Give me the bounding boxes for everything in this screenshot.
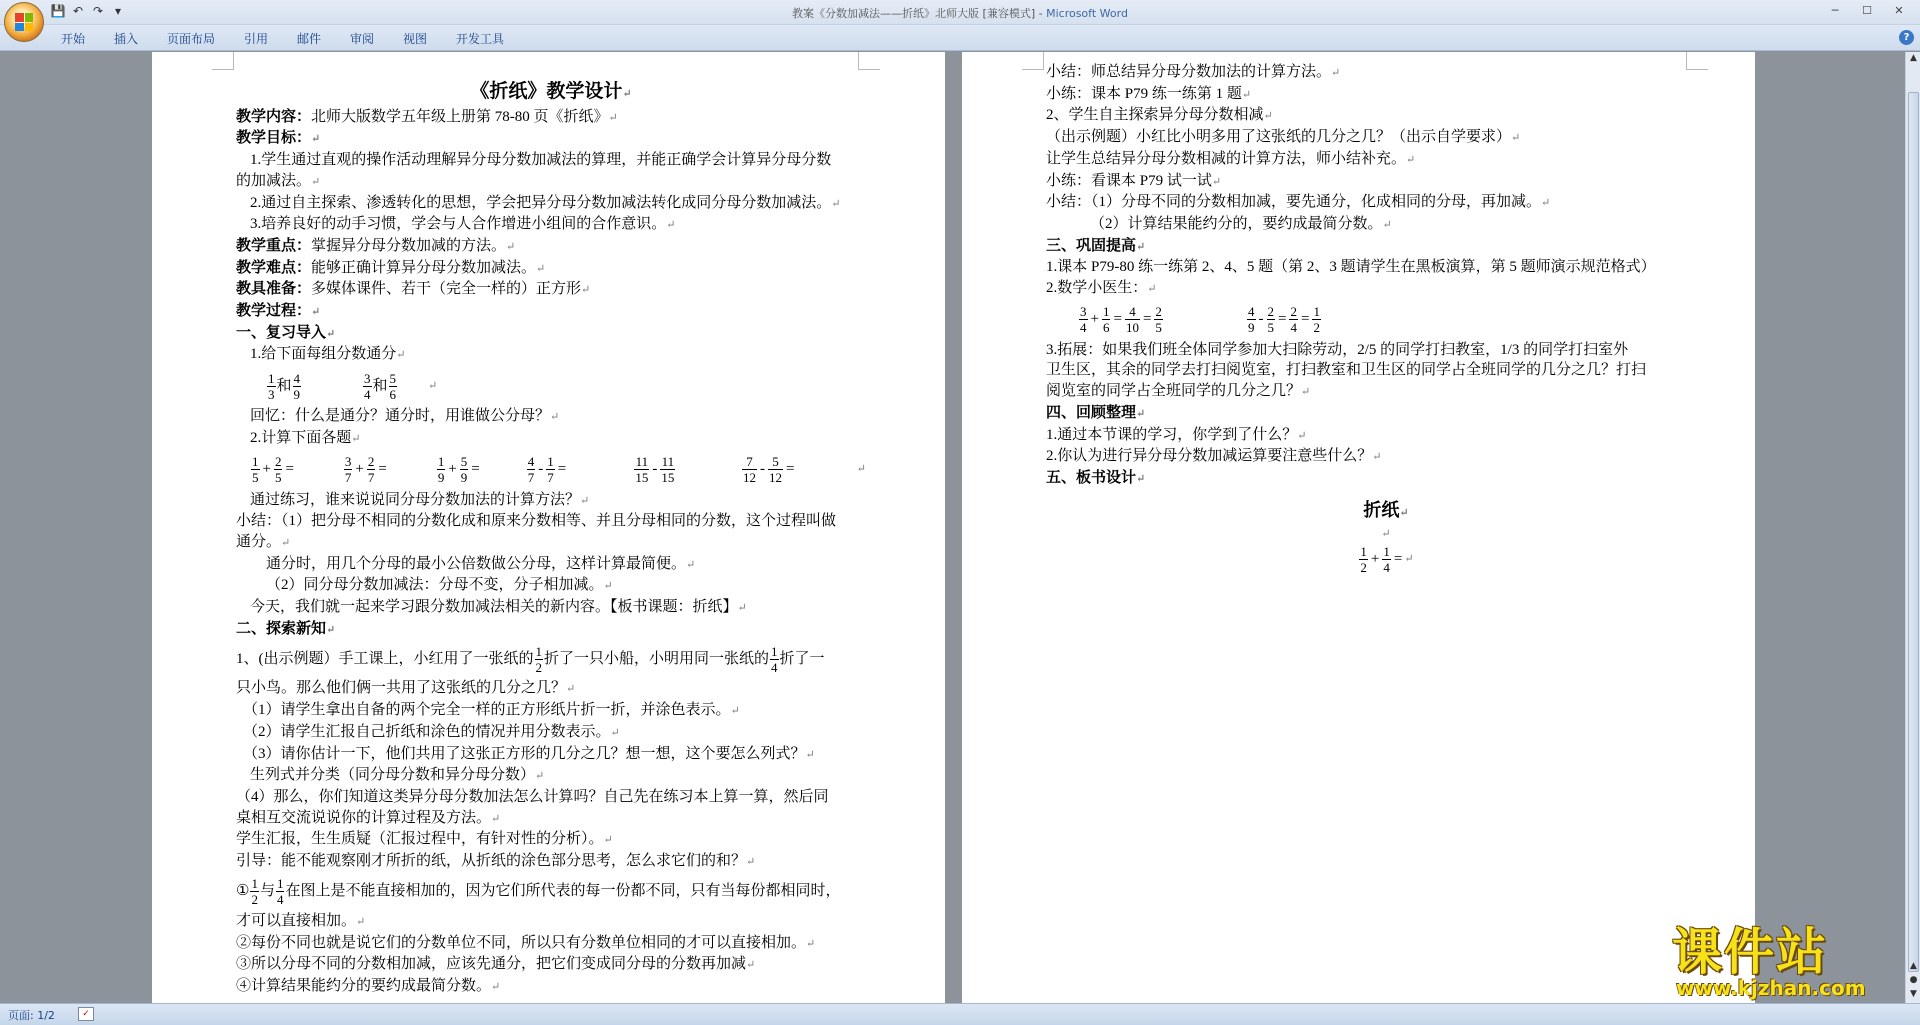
calc-item: 4 7 - $\frac{1}{7}$ = — [527, 454, 567, 486]
conclusion-4: ④计算结果能约分的要约成最简分数。↵ — [236, 977, 501, 994]
title-bar — [0, 0, 1920, 25]
calc-item: 11 15 - 11 15 — [635, 454, 675, 486]
watermark-logo-text: 课件站 — [1672, 923, 1828, 981]
summary-line-3: （2）同分母分数加减法：分母不变，分子相加减。↵ — [266, 577, 613, 594]
doctor-equation: 3 4 + $\frac{1}{6}$ = $\frac{4}{10}$ = $\frac{2}{5}$ — [1080, 304, 1162, 336]
line: 卫生区，其余的同学去打扫阅览室，打扫教室和卫生区的同学占全班同学的几分之几？打扫 — [1046, 362, 1647, 379]
step-4-cont: 桌相互交流说说你的计算过程及方法。↵ — [236, 809, 501, 826]
and-word: 和 — [372, 377, 388, 394]
and-word: 和 — [276, 377, 292, 394]
conclusion-1: ① 1 2 与 1 4 在图上是不能直接相加的，因为它们所代表的每一份都不同，只有当每份都相同时， — [236, 876, 841, 908]
report-line: 学生汇报，生生质疑（汇报过程中，有针对性的分析）。↵ — [236, 831, 613, 848]
conclusion-2: ②每份不同也就是说它们的分数单位不同，所以只有分数单位相同的才可以直接相加。↵ — [236, 934, 816, 951]
line: 小结：（1）分母不同的分数相加减，要先通分，化成相同的分母，再加减。↵ — [1046, 194, 1551, 211]
next-page-icon[interactable]: ▼ — [1910, 989, 1917, 999]
line: 小练：看课本 P79 试一试↵ — [1046, 172, 1222, 189]
line: （出示例题）小红比小明多用了这张纸的几分之几？（出示自学要求）↵ — [1046, 129, 1521, 146]
step-1: （1）请学生拿出自备的两个完全一样的正方形纸片折一折，并涂色表示。↵ — [243, 702, 740, 719]
calc-item: 7 12 - $\frac{5}{12}$ = — [742, 454, 795, 486]
undo-icon[interactable]: ↶ — [72, 4, 84, 18]
board-equation: 1 2 + $\frac{1}{4}$ = ↵ — [1360, 543, 1414, 575]
step-2: （2）请学生汇报自己折纸和涂色的情况并用分数表示。↵ — [243, 723, 620, 740]
calc-item: 3 7 + $\frac{2}{7}$ = — [344, 454, 387, 486]
conclusion-3: ③所以分母不同的分数相加减，应该先通分，把它们变成同分母的分数再加减↵ — [236, 956, 756, 973]
tab-mailings[interactable]: 邮件 — [297, 32, 322, 46]
summary-line: 小结：（1）把分母不相同的分数化成和原来分数相等、并且分母相同的分数，这个过程叫做 — [236, 513, 837, 530]
goal-3: 3.培养良好的动手习惯，学会与人合作增进小组间的合作意识。↵ — [250, 216, 676, 233]
line: 让学生总结异分母分数相减的计算方法，师小结补充。↵ — [1046, 150, 1416, 167]
tab-references[interactable]: 引用 — [244, 32, 269, 46]
preparation: 教具准备：多媒体课件、若干（完全一样的）正方形↵ — [236, 281, 591, 298]
window-controls — [1820, 2, 1914, 20]
office-logo-icon — [15, 13, 33, 31]
question-1: 1.给下面每组分数通分↵ — [250, 346, 406, 363]
status-bar — [0, 1003, 1920, 1025]
section-2-heading: 二、探索新知↵ — [236, 620, 336, 637]
line: 2.数学小医生：↵ — [1046, 280, 1157, 297]
fraction: 4 9 — [293, 370, 301, 402]
content-line: 教学内容：北师大版数学五年级上册第 78-80 页《折纸》↵ — [236, 108, 618, 125]
redo-icon[interactable]: ↷ — [92, 4, 104, 18]
question-2: 2.计算下面各题↵ — [250, 429, 361, 446]
document-name: 教案《分数加减法——折纸》北师大版 [兼容模式] - — [792, 7, 1047, 20]
scroll-up-icon[interactable]: ▲ — [1910, 53, 1917, 63]
goal-1-cont: 的加减法。↵ — [236, 172, 321, 189]
minimize-button[interactable]: ─ — [1831, 4, 1839, 17]
doctor-equations-row — [1046, 300, 1726, 340]
tab-developer[interactable]: 开发工具 — [456, 32, 505, 46]
fraction: 1 4 — [276, 876, 284, 908]
window-title — [0, 5, 1920, 21]
vertical-scrollbar[interactable] — [1905, 52, 1920, 1003]
step-4: （4）那么，你们知道这类异分母分数加法怎么计算吗？自己先在练习本上算一算，然后同 — [236, 788, 829, 805]
practice-line: 通过练习，谁来说说同分母分数加法的计算方法？↵ — [250, 491, 590, 508]
calc-item: 1 5 + $\frac{2}{5}$ = — [252, 454, 294, 486]
tab-view[interactable]: 视图 — [403, 32, 428, 46]
example-line-cont: 只小鸟。那么他们俩一共用了这张纸的几分之几？↵ — [236, 680, 576, 697]
maximize-button[interactable]: ☐ — [1862, 4, 1872, 17]
goals-heading: 教学目标：↵ — [236, 130, 321, 147]
process-heading: 教学过程：↵ — [236, 303, 321, 320]
line: 阅览室的同学占全班同学的几分之几？↵ — [1046, 383, 1311, 400]
line: 小练：课本 P79 练一练第 1 题↵ — [1046, 85, 1252, 102]
summary-line-2: 通分时，用几个分母的最小公倍数做公分母，这样计算最简便。↵ — [266, 555, 696, 572]
line: 1.课本 P79-80 练一练第 2、4、5 题（第 2、3 题请学生在黑板演算，第 5 题师演示规范格式） — [1046, 259, 1656, 276]
calc-row: 1 5 + $\frac{2}{5}$ = 3 7 + $\frac{2}{7}$ = 1 9 + $\frac{5}{9}$ = 4 7 - $\frac{1}{7}$ = 11 15 - 11 15 7 12 - $\frac{5}{12}$ = ↵ — [252, 454, 866, 486]
line: 1.通过本节课的学习，你学到了什么？↵ — [1046, 426, 1307, 443]
document-page-2 — [962, 52, 1755, 1003]
goal-1: 1.学生通过直观的操作活动理解异分母分数加减法的算理，并能正确学会计算异分母分数 — [250, 152, 832, 169]
page-1-content — [236, 82, 866, 998]
fraction: 5 6 — [389, 370, 397, 402]
today-line: 今天，我们就一起来学习跟分数加减法相关的新内容。【板书课题：折纸】↵ — [250, 599, 747, 616]
section-5-heading: 五、板书设计↵ — [1046, 469, 1146, 486]
fraction: 3 4 — [364, 370, 371, 402]
step-3: （3）请你估计一下，他们共用了这张正方形的几分之几？想一想，这个要怎么列式？↵ — [243, 745, 815, 762]
page-title: 《折纸》教学设计↵ — [470, 81, 632, 102]
fraction: 1 2 — [251, 876, 258, 908]
app-name: Microsoft Word — [1046, 7, 1128, 20]
tab-page-layout[interactable]: 页面布局 — [167, 32, 216, 46]
tab-insert[interactable]: 插入 — [114, 32, 139, 46]
tab-review[interactable]: 审阅 — [350, 32, 375, 46]
help-icon[interactable]: ? — [1899, 30, 1914, 45]
fraction-pairs-row: 1 3 和 4 9 3 4 和 5 6 ↵ — [268, 370, 438, 402]
line: 3.拓展：如果我们班全体同学参加大扫除劳动，2/5 的同学打扫教室，1/3 的同学打扫室外 — [1046, 341, 1629, 358]
conclusion-1-cont: 才可以直接相加。↵ — [236, 912, 366, 929]
empty-paragraph: ↵ — [1381, 528, 1391, 541]
example-line: 1、(出示例题）手工课上，小红用了一张纸的 1 2 折了一只小船，小明用同一张纸的 1 4 折了一 — [236, 643, 825, 675]
office-button[interactable] — [4, 2, 44, 42]
page-indicator[interactable]: 页面: 1/2 — [8, 1009, 55, 1022]
fraction: 1 3 — [268, 370, 275, 402]
document-page-1 — [152, 52, 945, 1003]
select-browse-object-icon[interactable]: ● — [1909, 975, 1918, 985]
scrollbar-thumb[interactable] — [1908, 92, 1919, 972]
proofing-icon[interactable]: ✓ — [78, 1007, 94, 1021]
line: 小结：师总结异分母分数加法的计算方法。↵ — [1046, 64, 1341, 80]
crop-mark — [212, 52, 234, 70]
line: 2.你认为进行异分母分数加减运算要注意些什么？↵ — [1046, 448, 1382, 465]
ribbon-tabs — [0, 25, 1920, 51]
doctor-equation: 4 9 - $\frac{2}{5}$ = $\frac{2}{4}$ = $\frac{1}{2}$ — [1248, 304, 1320, 336]
fraction: 1 2 — [535, 643, 542, 675]
customize-qat-icon[interactable]: ▾ — [114, 4, 122, 18]
summary-line-cont: 通分。↵ — [236, 533, 291, 550]
key-point: 教学重点：掌握异分母分数加减的方法。↵ — [236, 237, 516, 254]
section-1-heading: 一、复习导入↵ — [236, 324, 336, 341]
line: 2、学生自主探索异分母分数相减↵ — [1046, 107, 1273, 124]
close-button[interactable]: ✕ — [1894, 4, 1904, 17]
document-workspace — [0, 52, 1905, 1003]
calc-item: 1 9 + $\frac{5}{9}$ = — [437, 454, 480, 486]
page-2-content — [1046, 62, 1726, 579]
prev-page-icon[interactable]: ▲ — [1910, 961, 1917, 971]
goal-2: 2.通过自主探索、渗透转化的思想，学会把异分母分数加减法转化成同分母分数加减法。↵ — [250, 194, 841, 211]
tab-home[interactable]: 开始 — [61, 32, 86, 46]
recall-line: 回忆：什么是通分？通分时，用谁做公分母？↵ — [250, 408, 560, 425]
section-3-heading: 三、巩固提高↵ — [1046, 237, 1146, 254]
section-4-heading: 四、回顾整理↵ — [1046, 404, 1146, 421]
line: （2）计算结果能约分的，要约成最简分数。↵ — [1090, 215, 1392, 232]
difficulty: 教学难点：能够正确计算异分母分数加减法。↵ — [236, 259, 546, 276]
save-icon[interactable]: 💾 — [50, 4, 66, 18]
fraction: 1 4 — [771, 643, 778, 675]
watermark-url: www.kjzhan.com — [1676, 976, 1866, 1000]
guide-line: 引导：能不能观察刚才所折的纸，从折纸的涂色部分思考，怎么求它们的和？↵ — [236, 853, 756, 870]
crop-mark — [1022, 52, 1044, 70]
crop-mark — [858, 52, 880, 70]
board-title: 折纸↵ — [1363, 499, 1409, 520]
step-3-cont: 生列式并分类（同分母分数和异分母分数）↵ — [250, 767, 545, 784]
site-watermark — [1662, 924, 1912, 1004]
